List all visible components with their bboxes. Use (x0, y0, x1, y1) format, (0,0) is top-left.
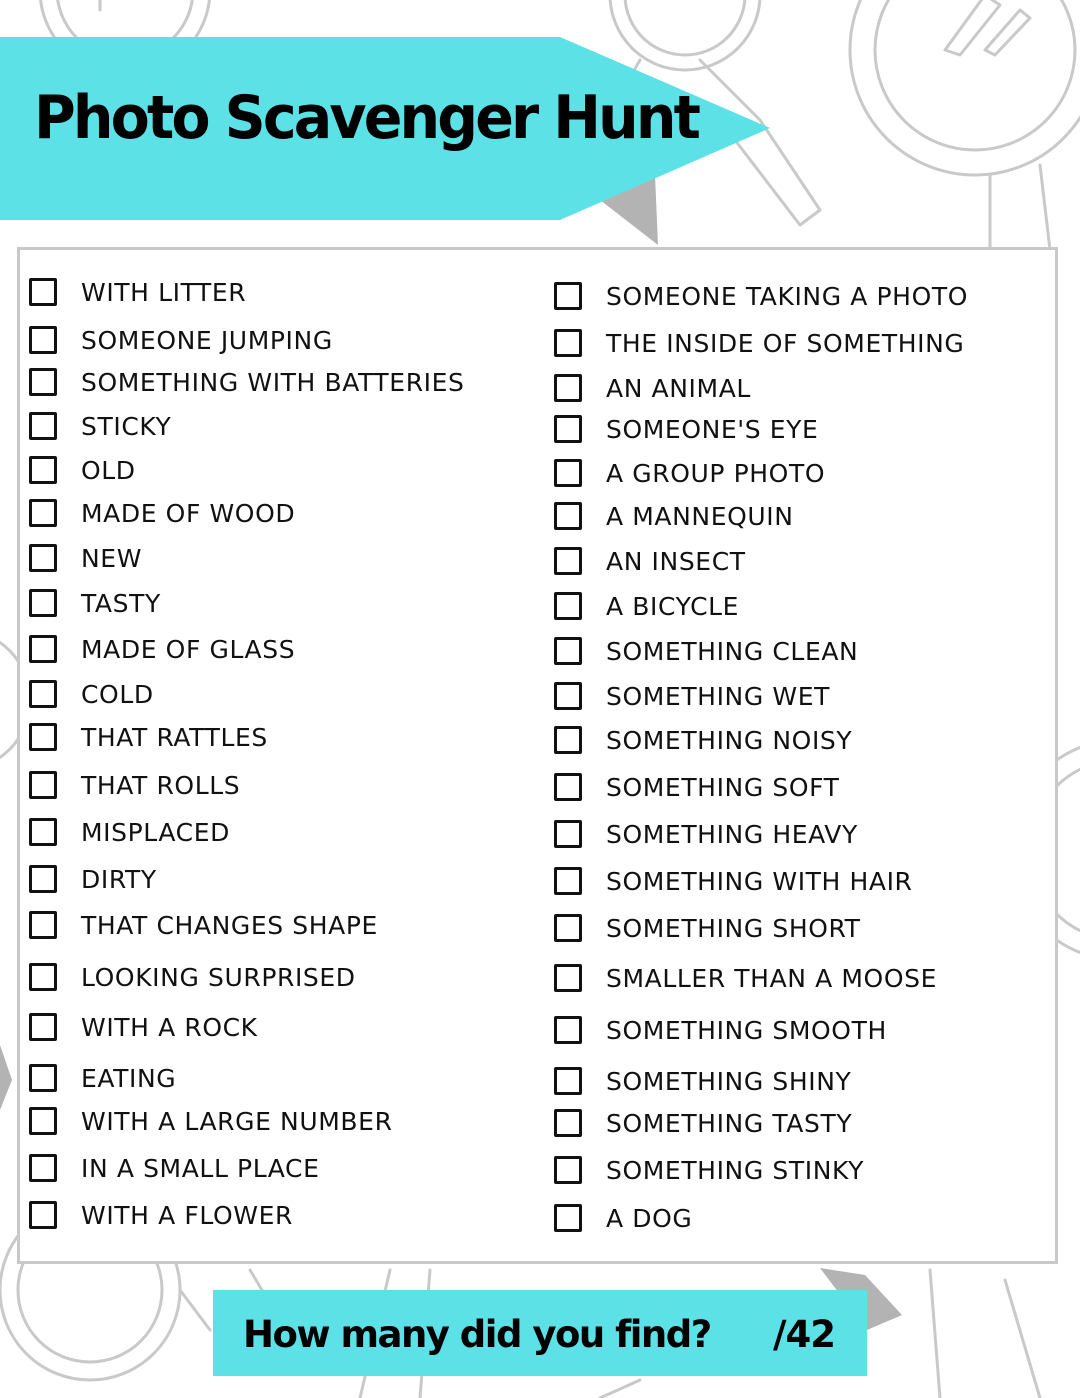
checklist-item-label: SOMEONE TAKING A PHOTO (606, 281, 969, 311)
checkbox[interactable] (29, 1154, 57, 1182)
checkbox[interactable] (29, 368, 57, 396)
checklist-item-label: A MANNEQUIN (606, 501, 794, 531)
checkbox[interactable] (554, 773, 582, 801)
checklist-item-label: IN A SMALL PLACE (81, 1153, 320, 1183)
checklist-item-label: SOMETHING CLEAN (606, 636, 859, 666)
checklist-item[interactable] (29, 409, 171, 443)
checkbox[interactable] (29, 818, 57, 846)
checklist-item-label: SOMETHING SHORT (606, 913, 861, 943)
checkbox[interactable] (554, 374, 582, 402)
checklist-item[interactable] (554, 499, 794, 533)
checklist-item[interactable] (554, 770, 840, 804)
checklist-item[interactable] (554, 911, 861, 945)
checkbox[interactable] (29, 635, 57, 663)
checkbox[interactable] (29, 1064, 57, 1092)
checkbox[interactable] (29, 771, 57, 799)
checklist-item-label: SOMETHING SHINY (606, 1066, 852, 1096)
checkbox[interactable] (554, 1204, 582, 1232)
checkbox[interactable] (554, 282, 582, 310)
checklist-item[interactable] (29, 908, 378, 942)
checklist-item-label: AN ANIMAL (606, 373, 751, 403)
checklist-item-label: SOMEONE JUMPING (81, 325, 333, 355)
checklist-item-label: EATING (81, 1063, 177, 1093)
score-total: /42 (773, 1313, 836, 1356)
checklist-item[interactable] (554, 634, 858, 668)
checkbox[interactable] (554, 726, 582, 754)
checkbox[interactable] (554, 867, 582, 895)
checklist-item[interactable] (29, 677, 154, 711)
checkbox[interactable] (554, 592, 582, 620)
checklist-item-label: DIRTY (81, 864, 157, 894)
checkbox[interactable] (554, 502, 582, 530)
checkbox[interactable] (554, 914, 582, 942)
checklist-item-label: SOMETHING HEAVY (606, 819, 858, 849)
checklist-item[interactable] (554, 1153, 864, 1187)
checkbox[interactable] (29, 589, 57, 617)
checkbox[interactable] (554, 1067, 582, 1095)
checkbox[interactable] (29, 499, 57, 527)
checklist-item-label: WITH A ROCK (81, 1012, 258, 1042)
checkbox[interactable] (554, 1109, 582, 1137)
checklist-item-label: SMALLER THAN A MOOSE (606, 963, 937, 993)
checkbox[interactable] (29, 680, 57, 708)
checklist-item-label: SOMETHING WET (606, 681, 830, 711)
checklist-item-label: THE INSIDE OF SOMETHING (606, 328, 965, 358)
checklist-item-label: A GROUP PHOTO (606, 458, 826, 488)
checkbox[interactable] (554, 329, 582, 357)
page-title: Photo Scavenger Hunt (34, 83, 698, 153)
checklist-item[interactable] (29, 862, 157, 896)
checklist-item[interactable] (554, 723, 852, 757)
checkbox[interactable] (554, 1016, 582, 1044)
checklist-item[interactable] (554, 326, 964, 360)
checklist-item-label: WITH LITTER (81, 277, 247, 307)
checklist-item[interactable] (29, 453, 136, 487)
checklist-item[interactable] (29, 323, 333, 357)
checklist-item[interactable] (29, 632, 295, 666)
checkbox[interactable] (29, 723, 57, 751)
checklist-item-label: WITH A LARGE NUMBER (81, 1106, 393, 1136)
checklist-item[interactable] (29, 768, 240, 802)
checklist-item[interactable] (29, 586, 161, 620)
checkbox[interactable] (29, 278, 57, 306)
checklist-item-label: SOMETHING TASTY (606, 1108, 853, 1138)
checklist-item[interactable] (29, 960, 356, 994)
checklist-item[interactable] (29, 365, 465, 399)
checklist-item-label: AN INSECT (606, 546, 746, 576)
checklist-item[interactable] (554, 864, 913, 898)
checkbox[interactable] (29, 1201, 57, 1229)
checklist-item[interactable] (554, 1064, 851, 1098)
checkbox[interactable] (554, 547, 582, 575)
magnifying-glass-icon (850, 0, 1080, 250)
checkbox[interactable] (554, 820, 582, 848)
checkbox[interactable] (29, 544, 57, 572)
checkbox[interactable] (554, 459, 582, 487)
checkbox[interactable] (29, 1013, 57, 1041)
checklist-item[interactable] (29, 720, 268, 754)
checklist-item-label: MADE OF GLASS (81, 634, 296, 664)
checklist-item-label: THAT RATTLES (81, 722, 268, 752)
checkbox[interactable] (29, 326, 57, 354)
checklist-item[interactable] (554, 961, 937, 995)
checklist-item-label: THAT ROLLS (81, 770, 241, 800)
checklist-item[interactable] (29, 275, 246, 309)
checklist-item-label: STICKY (81, 411, 172, 441)
checklist-item-label: MISPLACED (81, 817, 230, 847)
checklist-item[interactable] (29, 1010, 258, 1044)
checklist-item-label: SOMETHING WITH HAIR (606, 866, 913, 896)
checklist-item[interactable] (29, 1151, 320, 1185)
checklist-item[interactable] (29, 541, 142, 575)
footer-question: How many did you find? (243, 1313, 711, 1356)
checklist-item[interactable] (29, 815, 230, 849)
checkbox[interactable] (29, 865, 57, 893)
checklist-item-label: A DOG (606, 1203, 693, 1233)
checkbox[interactable] (29, 963, 57, 991)
checklist-item-label: SOMETHING SMOOTH (606, 1015, 887, 1045)
checklist-item[interactable] (554, 544, 746, 578)
checklist-item-label: A BICYCLE (606, 591, 740, 621)
checkbox[interactable] (554, 637, 582, 665)
checklist-item[interactable] (29, 1104, 393, 1138)
checkbox[interactable] (29, 456, 57, 484)
checklist-item-label: WITH A FLOWER (81, 1200, 293, 1230)
checklist-item[interactable] (29, 496, 295, 530)
footer-bar (213, 1290, 867, 1376)
checklist-item[interactable] (554, 817, 858, 851)
checklist-item-label: SOMETHING WITH BATTERIES (81, 367, 465, 397)
checklist-item[interactable] (554, 589, 739, 623)
checklist-item[interactable] (554, 679, 830, 713)
checkbox[interactable] (554, 415, 582, 443)
checklist-item-label: SOMETHING NOISY (606, 725, 853, 755)
checklist-item-label: SOMETHING SOFT (606, 772, 840, 802)
checklist-item[interactable] (554, 371, 751, 405)
checklist-item[interactable] (554, 412, 818, 446)
checkbox[interactable] (554, 682, 582, 710)
checklist-item-label: SOMETHING STINKY (606, 1155, 864, 1185)
checkbox[interactable] (29, 1107, 57, 1135)
checkbox[interactable] (29, 412, 57, 440)
checkbox[interactable] (554, 964, 582, 992)
checklist-item-label: LOOKING SURPRISED (81, 962, 356, 992)
checklist-item-label: SOMEONE'S EYE (606, 414, 819, 444)
checklist-item[interactable] (554, 1201, 692, 1235)
checklist-item[interactable] (554, 456, 825, 490)
checklist-item[interactable] (554, 1013, 887, 1047)
checklist-item[interactable] (554, 279, 968, 313)
checklist-item-label: MADE OF WOOD (81, 498, 296, 528)
checklist-item-label: TASTY (81, 588, 161, 618)
checklist-item-label: THAT CHANGES SHAPE (81, 910, 378, 940)
checklist-item-label: OLD (81, 455, 136, 485)
checkbox[interactable] (29, 911, 57, 939)
checklist-item-label: NEW (81, 543, 143, 573)
checklist-item[interactable] (554, 1106, 852, 1140)
checklist-item[interactable] (29, 1061, 176, 1095)
checklist-item[interactable] (29, 1198, 293, 1232)
checklist-item-label: COLD (81, 679, 154, 709)
checkbox[interactable] (554, 1156, 582, 1184)
